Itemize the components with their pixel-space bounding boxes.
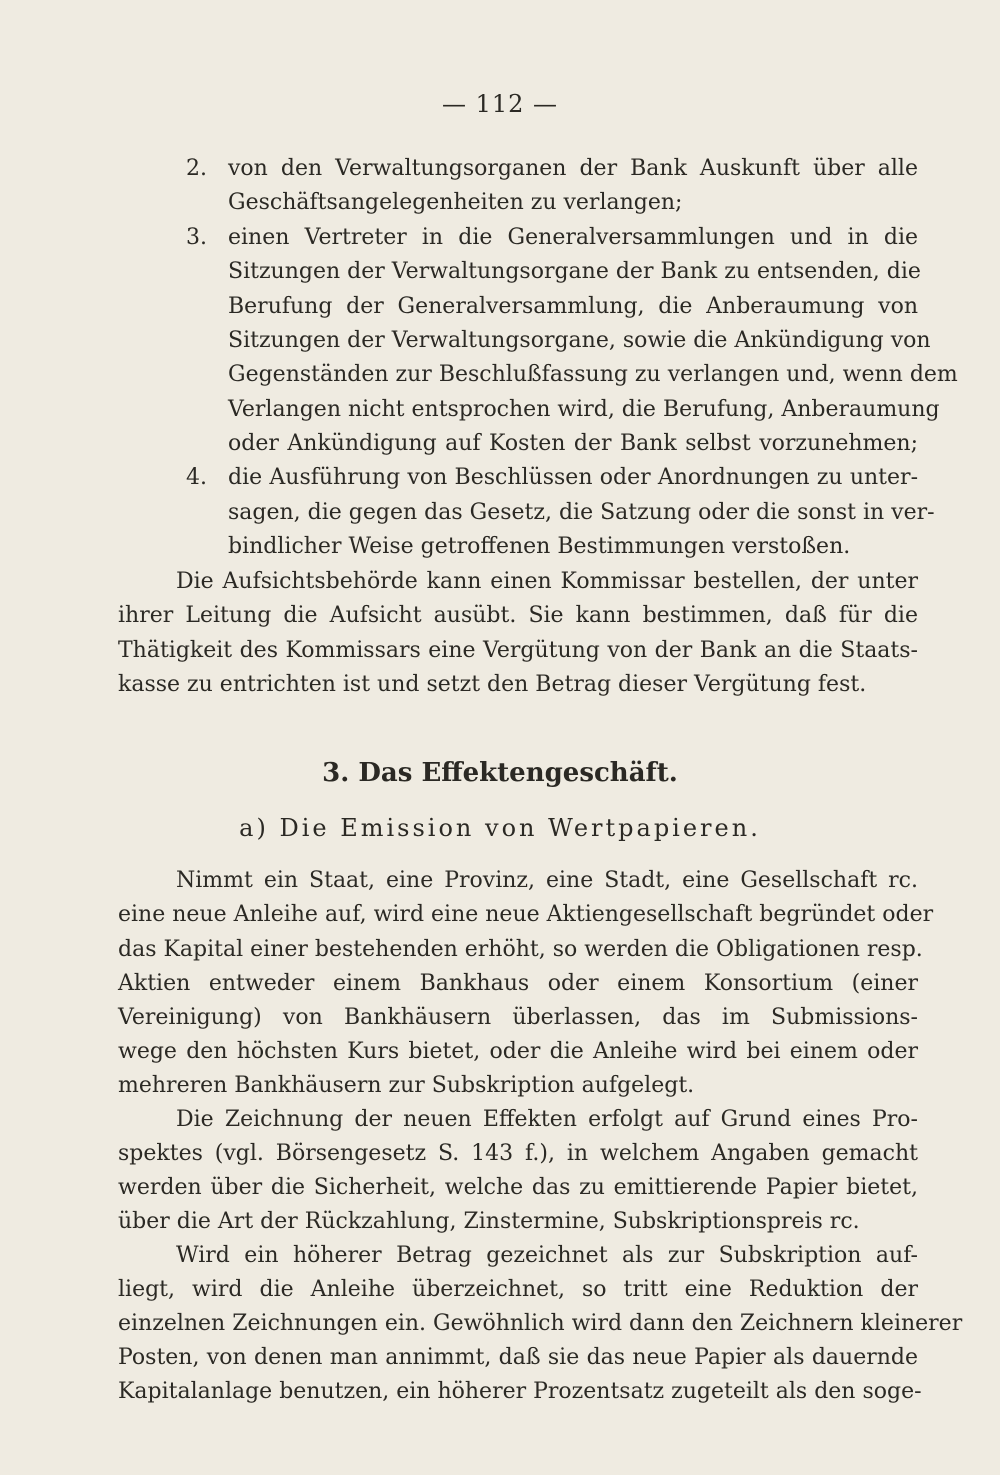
paragraph-line: liegt, wird die Anleihe überzeichnet, so tritt eine Reduktion der	[118, 1277, 918, 1302]
paragraph-line: werden über die Sicherheit, welche das zu emittierende Papier bietet,	[118, 1175, 918, 1200]
list-item-number: 2.	[186, 156, 207, 181]
paragraph-line: das Kapital einer bestehenden erhöht, so werden die Obligationen resp.	[118, 937, 923, 962]
paragraph-line: eine neue Anleihe auf, wird eine neue Aktiengesellschaft begründet oder	[118, 902, 934, 927]
text-line: von den Verwaltungsorganen der Bank Auskunft über alle	[228, 156, 918, 181]
list-item-number: 3.	[186, 225, 207, 250]
section-title: 3. Das Effektengeschäft.	[322, 758, 678, 788]
text-line: Sitzungen der Verwaltungsorgane, sowie die Ankündigung von	[228, 328, 931, 353]
paragraph-line: ihrer Leitung die Aufsicht ausübt. Sie kann bestimmen, daß für die	[118, 603, 918, 628]
paragraph-line: kasse zu entrichten ist und setzt den Betrag dieser Vergütung fest.	[118, 672, 867, 697]
text-line: die Ausführung von Beschlüssen oder Anordnungen zu unter-	[228, 465, 918, 490]
paragraph-line: Kapitalanlage benutzen, ein höherer Prozentsatz zugeteilt als den soge-	[118, 1379, 922, 1404]
paragraph-line: mehreren Bankhäusern zur Subskription aufgelegt.	[118, 1073, 695, 1098]
paragraph-line: über die Art der Rückzahlung, Zinstermine, Subskriptionspreis rc.	[118, 1209, 860, 1234]
paragraph-line: Die Zeichnung der neuen Effekten erfolgt auf Grund eines Pro-	[176, 1107, 918, 1132]
paragraph-line: Nimmt ein Staat, eine Provinz, eine Stadt, eine Gesellschaft rc.	[176, 868, 918, 893]
text-line: sagen, die gegen das Gesetz, die Satzung oder die sonst in ver-	[228, 500, 935, 525]
text-line: Sitzungen der Verwaltungsorgane der Bank zu entsenden, die	[228, 259, 921, 284]
paragraph-line: Die Aufsichtsbehörde kann einen Kommissar bestellen, der unter	[176, 569, 918, 594]
paragraph-line: spektes (vgl. Börsengesetz S. 143 f.), in welchem Angaben gemacht	[118, 1141, 918, 1166]
paragraph-line: Thätigkeit des Kommissars eine Vergütung von der Bank an die Staats-	[118, 638, 918, 663]
paragraph-line: einzelnen Zeichnungen ein. Gewöhnlich wird dann den Zeichnern kleinerer	[118, 1311, 963, 1336]
page-number: — 112 —	[441, 90, 559, 118]
text-line: Verlangen nicht entsprochen wird, die Berufung, Anberaumung	[228, 397, 940, 422]
text-line: Geschäftsangelegenheiten zu verlangen;	[228, 190, 683, 215]
paragraph-line: Posten, von denen man annimmt, daß sie das neue Papier als dauernde	[118, 1345, 918, 1370]
text-line: Gegenständen zur Beschlußfassung zu verlangen und, wenn dem	[228, 362, 958, 387]
list-item-number: 4.	[186, 465, 207, 490]
text-line: Berufung der Generalversammlung, die Anberaumung von	[228, 294, 918, 319]
text-line: oder Ankündigung auf Kosten der Bank selbst vorzunehmen;	[228, 431, 918, 456]
paragraph-line: Aktien entweder einem Bankhaus oder einem Konsortium (einer	[118, 971, 918, 996]
paragraph-line: wege den höchsten Kurs bietet, oder die Anleihe wird bei einem oder	[118, 1039, 918, 1064]
subsection-title: a) Die Emission von Wertpapieren.	[239, 814, 761, 842]
paragraph-line: Wird ein höherer Betrag gezeichnet als zur Subskription auf-	[176, 1243, 918, 1268]
text-line: einen Vertreter in die Generalversammlungen und in die	[228, 225, 918, 250]
text-line: bindlicher Weise getroffenen Bestimmungen verstoßen.	[228, 534, 851, 559]
paragraph-line: Vereinigung) von Bankhäusern überlassen, das im Submissions-	[118, 1005, 918, 1030]
